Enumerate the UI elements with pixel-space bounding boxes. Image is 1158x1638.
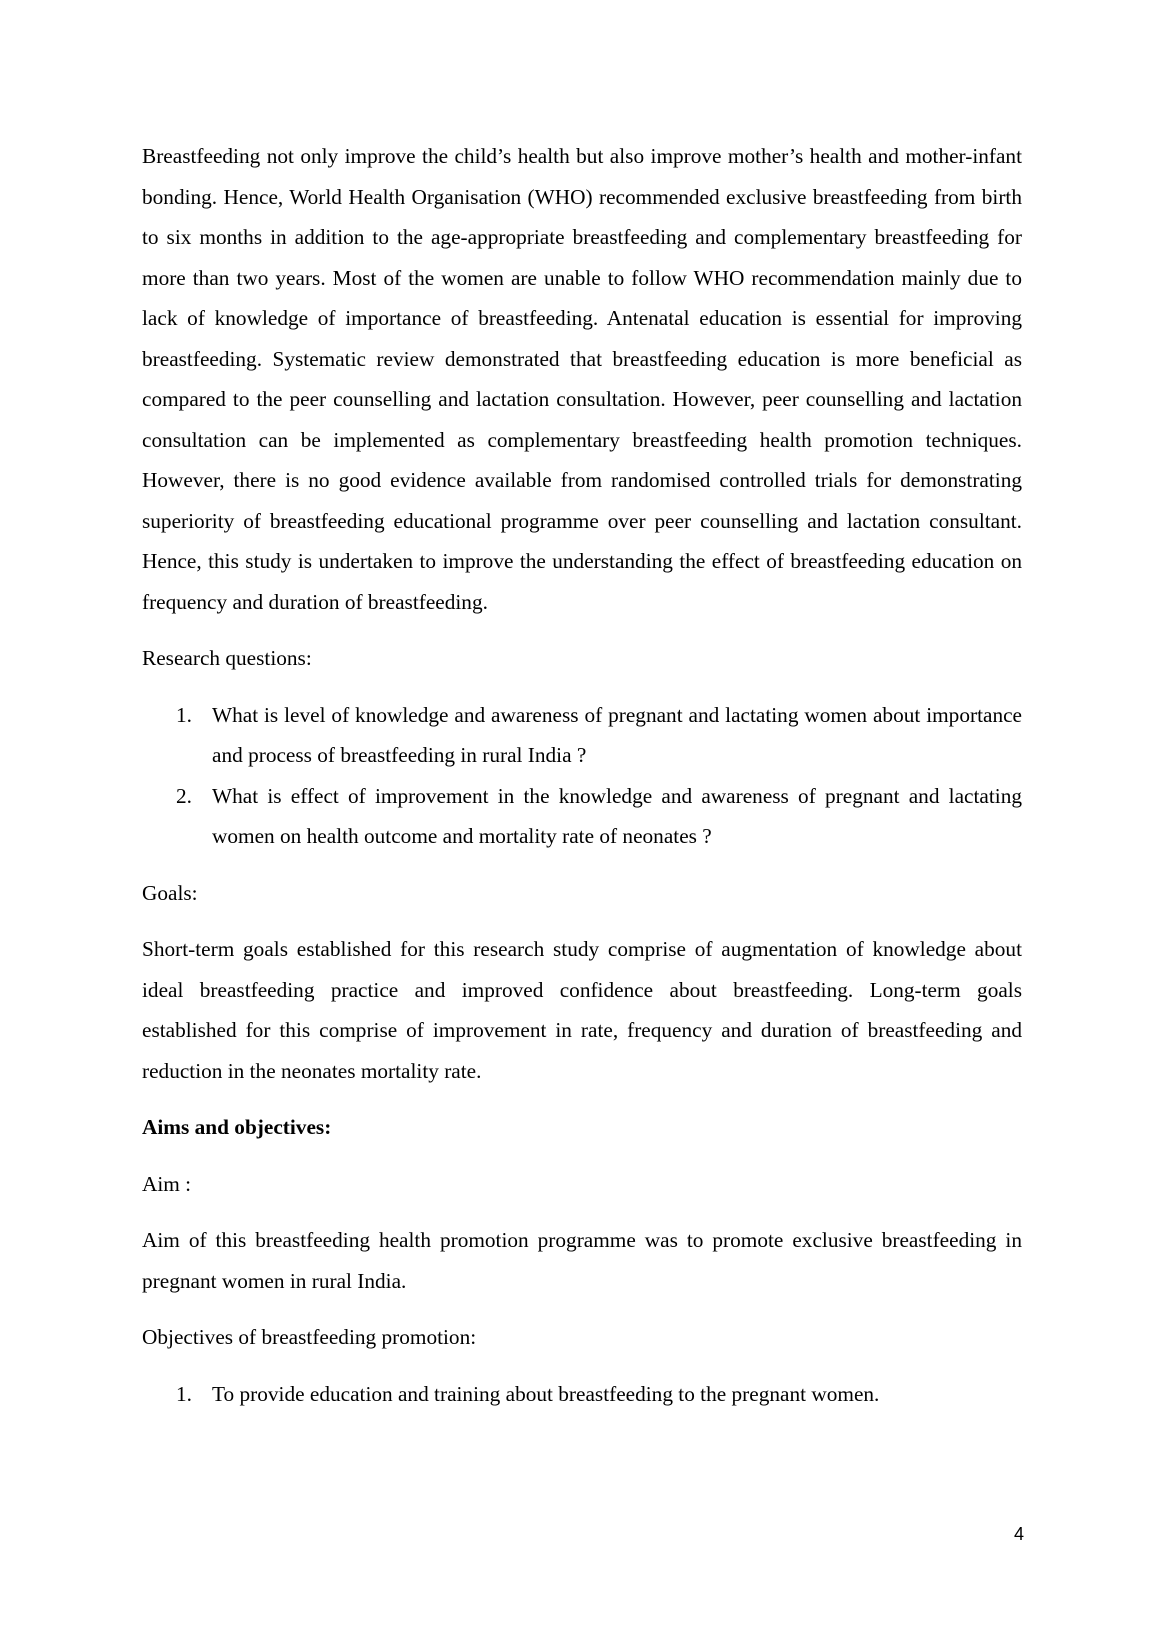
list-item-text: What is effect of improvement in the knowledge and awareness of pregnant and lactating women on health outcome and mortality rate of neonates ?: [212, 783, 1022, 848]
objectives-list: [142, 1374, 1022, 1415]
list-item-number: 1.: [176, 702, 192, 727]
goals-heading: Goals:: [142, 880, 198, 905]
list-item-number: 2.: [176, 783, 192, 808]
page-number: 4: [1013, 1524, 1024, 1544]
research-questions-list: [142, 695, 1022, 857]
list-item: [142, 695, 1022, 776]
objectives-heading: Objectives of breastfeeding promotion:: [142, 1325, 477, 1349]
aim-paragraph: Aim of this breastfeeding health promotion programme was to promote exclusive breastfeeding in pregnant women in rural India.: [142, 1228, 1022, 1293]
list-item-text: What is level of knowledge and awareness of pregnant and lactating women about importance and process of breastfeeding in rural India ?: [212, 702, 1022, 767]
aim-heading: Aim :: [142, 1171, 192, 1196]
list-item: [142, 776, 1022, 857]
list-item-number: 1.: [176, 1381, 192, 1406]
intro-paragraph: Breastfeeding not only improve the child’s health but also improve mother’s health and mother-infant bonding. Hence, World Health Organisation (WHO) recommended exclusive breastfeeding from birth to six months in addition to the age-appropriate breastfeeding and complementary breastfeeding for more than two years. Most of the women are unable to follow WHO recommendation mainly due to lack of knowledge of importance of breastfeeding. Antenatal education is essential for improving breastfeeding. Systematic review demonstrated that breastfeeding education is more beneficial as compared to the peer counselling and lactation consultation. However, peer counselling and lactation consultation can be implemented as complementary breastfeeding health promotion techniques. However, there is no good evidence available from randomised controlled trials for demonstrating superiority of breastfeeding educational programme over peer counselling and lactation consultant. Hence, this study is undertaken to improve the understanding the effect of breastfeeding education on frequency and duration of breastfeeding.: [142, 144, 1022, 614]
document-page: [142, 136, 1022, 1414]
aims-objectives-heading: Aims and objectives:: [142, 1115, 332, 1139]
research-questions-heading: Research questions:: [142, 646, 312, 670]
goals-paragraph: Short-term goals established for this research study comprise of augmentation of knowledge about ideal breastfeeding practice and improved confidence about breastfeeding. Long-term goals established for this comprise of improvement in rate, frequency and duration of breastfeeding and reduction in the neonates mortality rate.: [142, 937, 1022, 1083]
list-item-text: To provide education and training about breastfeeding to the pregnant women.: [212, 1381, 880, 1406]
list-item: [142, 1374, 1022, 1415]
